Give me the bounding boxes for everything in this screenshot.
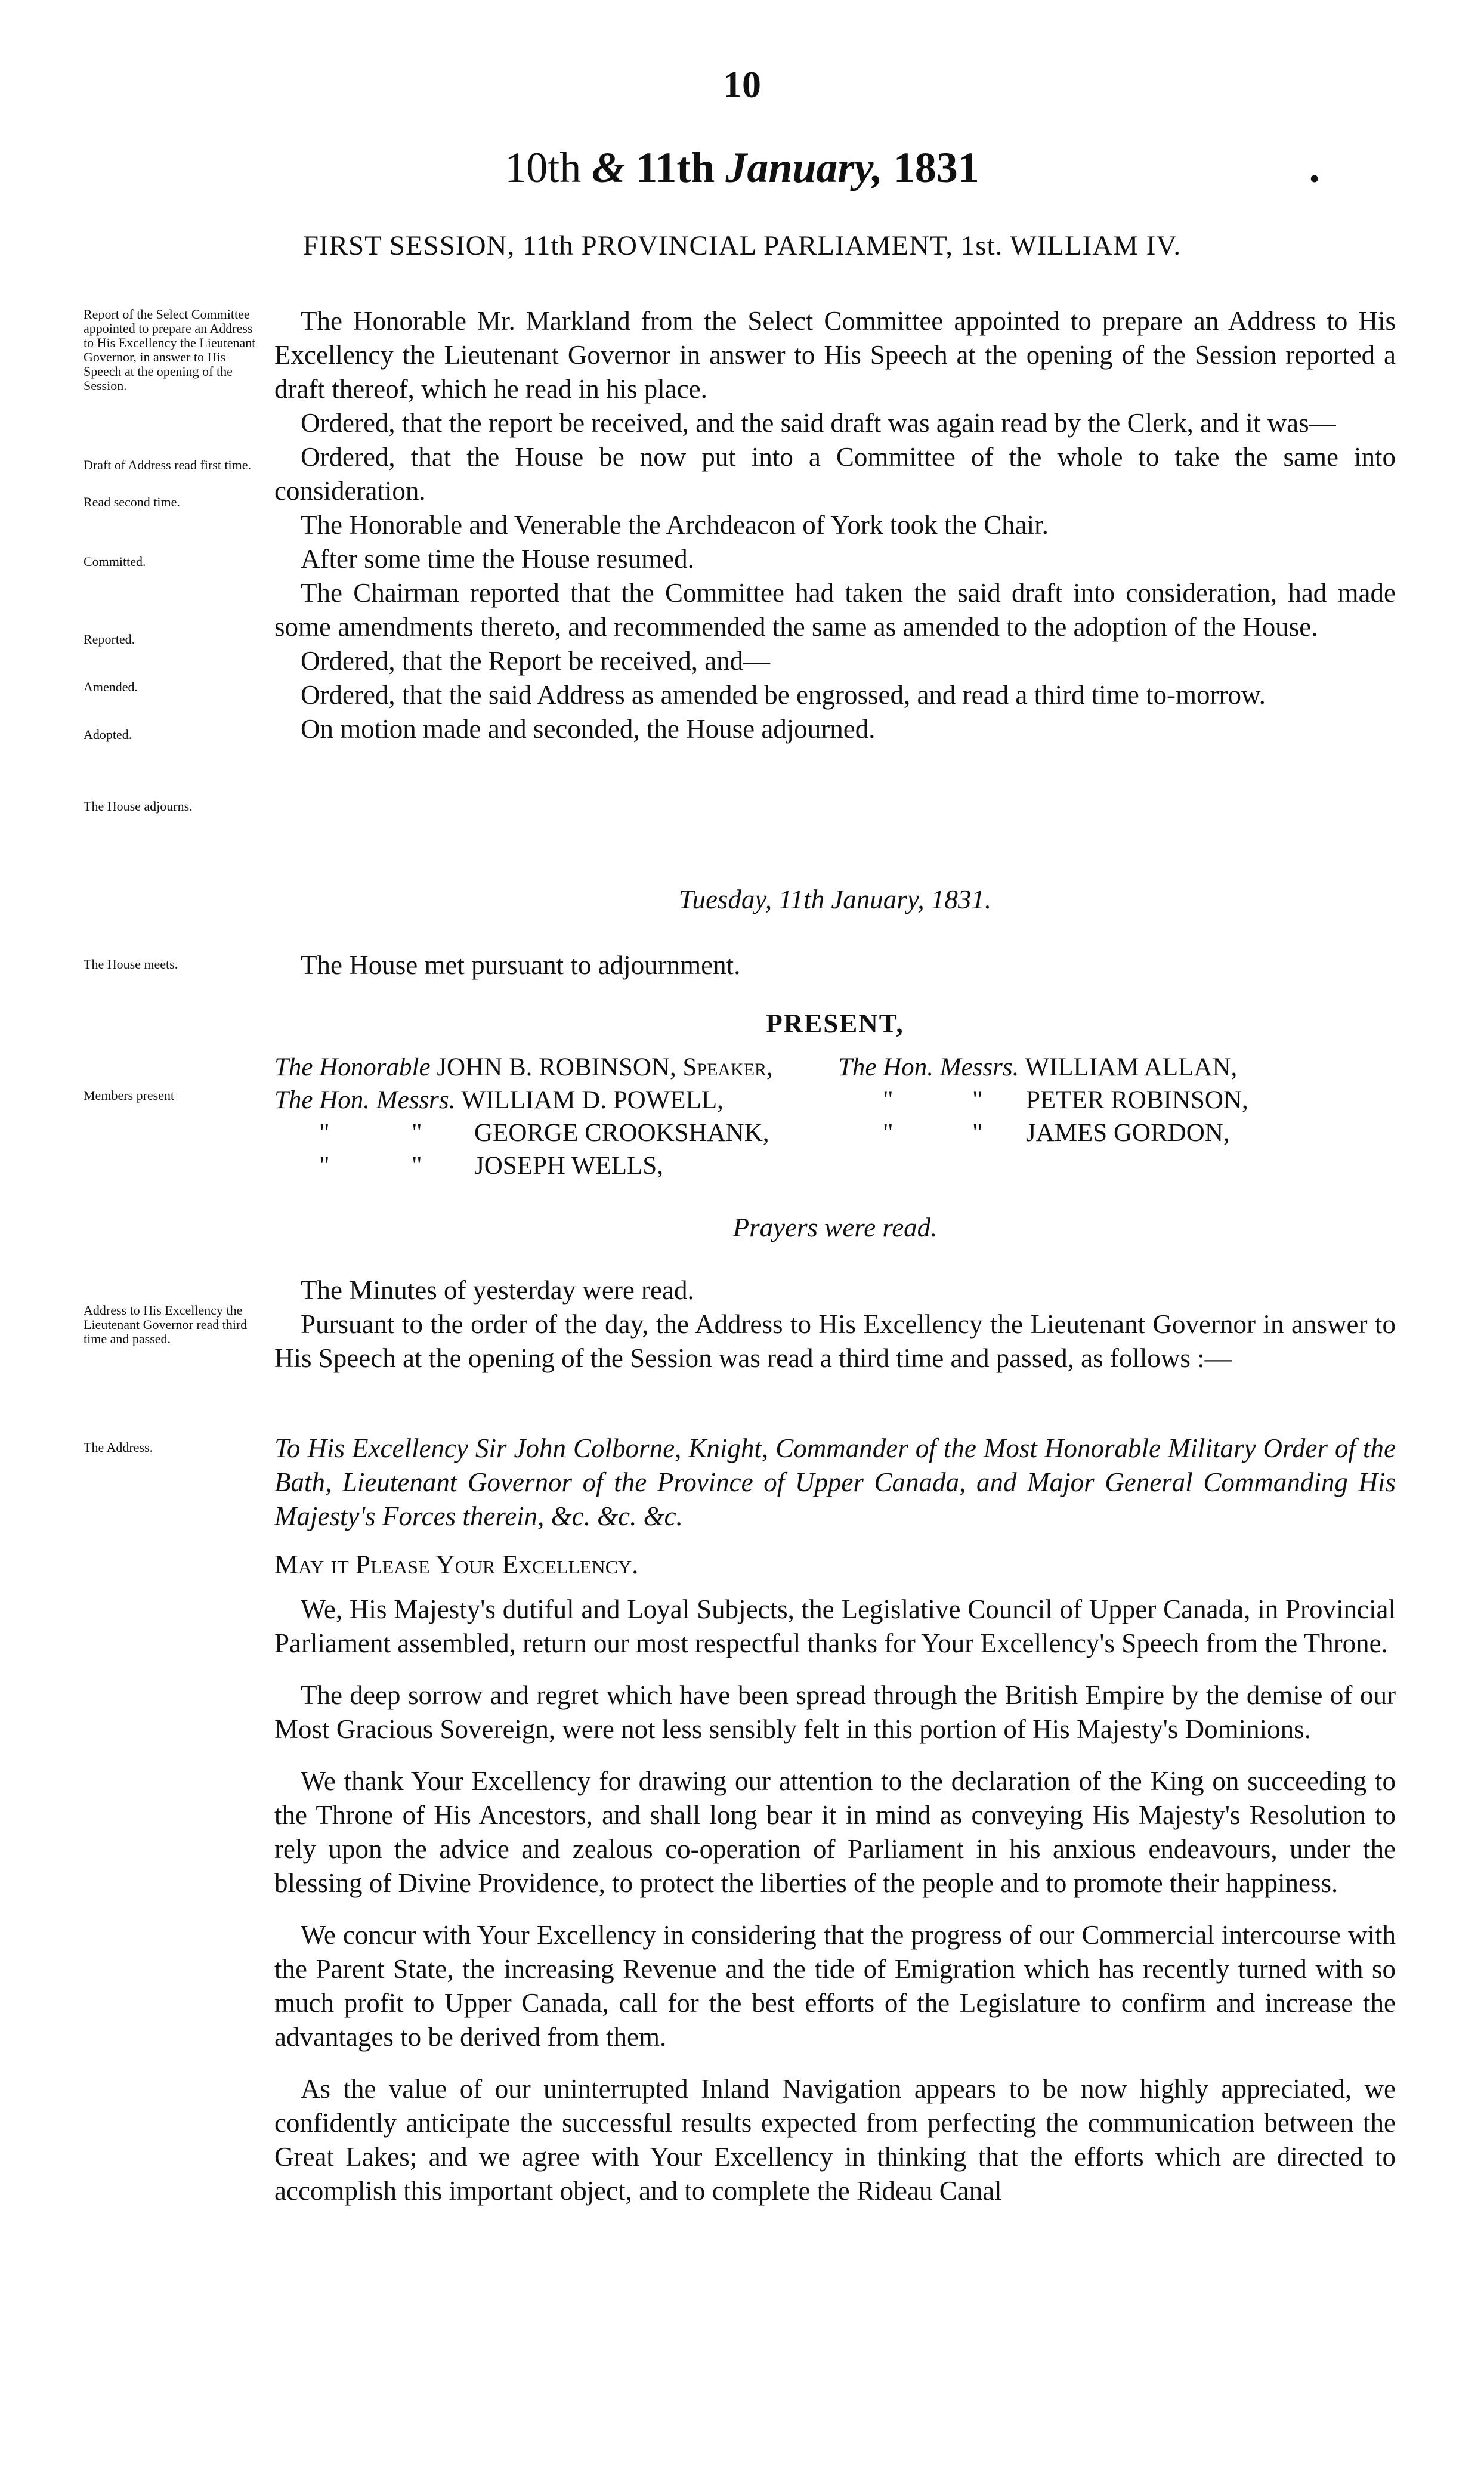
member-row (838, 1053, 1237, 1082)
paragraph: Ordered, that the Report be received, and— (301, 646, 771, 676)
ditto-mark: " (883, 1086, 894, 1114)
member-name: JAMES GORDON, (1026, 1119, 1230, 1147)
member-title: The Hon. Messrs. (274, 1086, 456, 1114)
member-row (274, 1086, 724, 1115)
member-name: JOSEPH WELLS, (474, 1152, 663, 1180)
margin-note-third-reading: Address to His Excellency the Lieutenant Governor read third time and passed. (84, 1303, 248, 1346)
ditto-mark: " (972, 1086, 983, 1114)
margin-note-amended: Amended. (84, 679, 138, 694)
margin-note-adjourns: The House adjourns. (84, 799, 193, 814)
margin-note-address: The Address. (84, 1440, 153, 1455)
member-name: WILLIAM ALLAN, (1025, 1053, 1238, 1081)
paragraph: We, His Majesty's dutiful and Loyal Subjects, the Legislative Council of Upper Canada, in Provincial Parliament assembled, return our most respectful thanks for Your Excellency's Speech from the Throne. (274, 1594, 1396, 1658)
present-heading: PRESENT, (766, 1009, 904, 1038)
member-name: GEORGE CROOKSHANK, (474, 1119, 769, 1147)
day-heading: Tuesday, 11th January, 1831. (678, 885, 992, 914)
margin-note-committed: Committed. (84, 554, 146, 569)
paragraph: The Honorable and Venerable the Archdeacon of York took the Chair. (301, 510, 1049, 540)
member-row (274, 1053, 773, 1082)
paragraph: Ordered, that the said Address as amended be engrossed, and read a third time to-morrow. (301, 680, 1266, 710)
session-heading: FIRST SESSION, 11th PROVINCIAL PARLIAMENT, 1st. WILLIAM IV. (302, 230, 1182, 261)
paragraph: The Chairman reported that the Committee had taken the said draft into consideration, had made some amendments thereto, and recommended the same as amended to the adoption of the House. (274, 578, 1396, 642)
member-name: PETER ROBINSON, (1026, 1086, 1248, 1114)
paragraph: Pursuant to the order of the day, the Address to His Excellency the Lieutenant Governor in answer to His Speech at the opening of the Session was read a third time and passed, as follows :— (274, 1309, 1396, 1373)
paragraph: The House met pursuant to adjournment. (301, 950, 741, 980)
paragraph: Ordered, that the House be now put into a Committee of the whole to take the same into consideration. (274, 442, 1396, 506)
member-role: Speaker, (682, 1053, 773, 1081)
paragraph: We thank Your Excellency for drawing our attention to the declaration of the King on succeeding to the Throne of His Ancestors, and shall long bear it in mind as conveying His Majesty's Resolution to rely upon the advice and zealous co-operation of Parliament in his anxious endeavours, under the blessing of Divine Providence, to protect the liberties of the people and to promote their happiness. (274, 1766, 1396, 1898)
margin-note-reported: Reported. (84, 632, 135, 647)
paragraph: On motion made and seconded, the House adjourned. (301, 714, 876, 744)
margin-note-second-reading: Read second time. (84, 494, 180, 509)
address-heading: To His Excellency Sir John Colborne, Knight, Commander of the Most Honorable Military Order of the Bath, Lieutenant Governor of the Province of Upper Canada, and Major General Commanding His Majesty's Forces therein, &c. &c. &c. (274, 1433, 1396, 1531)
paragraph: The deep sorrow and regret which have been spread through the British Empire by the demise of our Most Gracious Sovereign, were not less sensibly felt in this portion of His Majesty's Dominions. (274, 1680, 1396, 1744)
member-name: JOHN B. ROBINSON, (437, 1053, 676, 1081)
house-met (274, 948, 1396, 982)
margin-note-report: Report of the Select Committee appointed to prepare an Address to His Excellency the Lieutenant Governor, in answer to His Speech at the opening of the Session. (84, 307, 256, 393)
margin-note-adopted: Adopted. (84, 727, 132, 742)
paragraph: The Honorable Mr. Markland from the Select Committee appointed to prepare an Address to His Excellency the Lieutenant Governor in answer to His Speech at the opening of the Session reported a draft thereof, which he read in his place. (274, 306, 1396, 404)
date-heading (0, 143, 1484, 193)
paragraph: We concur with Your Excellency in considering that the progress of our Commercial intercourse with the Parent State, the increasing Revenue and the tide of Emigration which has recently turned with so much profit to Upper Canada, call for the best efforts of the Legislature to confirm and increase the advantages to be derived from them. (274, 1920, 1396, 2052)
date-ampersand: & (592, 144, 626, 191)
section-1 (274, 304, 1396, 746)
paragraph: The Minutes of yesterday were read. (301, 1275, 694, 1305)
page-number: 10 (723, 63, 761, 106)
date-day-1: 10th (505, 144, 582, 191)
margin-note-meets: The House meets. (84, 957, 178, 972)
ditto-mark: " (972, 1119, 983, 1147)
member-title: The Hon. Messrs. (838, 1053, 1019, 1081)
member-title: The Honorable (274, 1053, 431, 1081)
date-month: January, (725, 144, 883, 191)
section-2 (274, 1273, 1396, 1375)
paragraph: As the value of our uninterrupted Inland Navigation appears to be now highly appreciated, we confidently anticipate the successful results expected from perfecting the communication between the Great Lakes; and we agree with Your Excellency in thinking that the efforts which are directed to accomplish this important object, and to complete the Rideau Canal (274, 2074, 1396, 2206)
ditto-mark: " (319, 1119, 330, 1147)
ditto-mark: " (412, 1152, 422, 1180)
ditto-mark: " (412, 1119, 422, 1147)
member-name: WILLIAM D. POWELL, (461, 1086, 724, 1114)
salutation: May it Please Your Excellency. (274, 1550, 639, 1579)
date-year: 1831 (893, 144, 979, 191)
paragraph: After some time the House resumed. (301, 544, 694, 574)
prayers-line: Prayers were read. (732, 1213, 938, 1242)
ditto-mark: " (319, 1152, 330, 1180)
stray-mark: • (1309, 162, 1320, 195)
address-body (274, 1593, 1396, 2226)
ditto-mark: " (883, 1119, 894, 1147)
margin-note-members-present: Members present (84, 1088, 175, 1103)
margin-note-first-reading: Draft of Address read first time. (84, 457, 252, 472)
date-day-2: 11th (636, 144, 715, 191)
paragraph: Ordered, that the report be received, and the said draft was again read by the Clerk, and it was— (301, 408, 1336, 438)
